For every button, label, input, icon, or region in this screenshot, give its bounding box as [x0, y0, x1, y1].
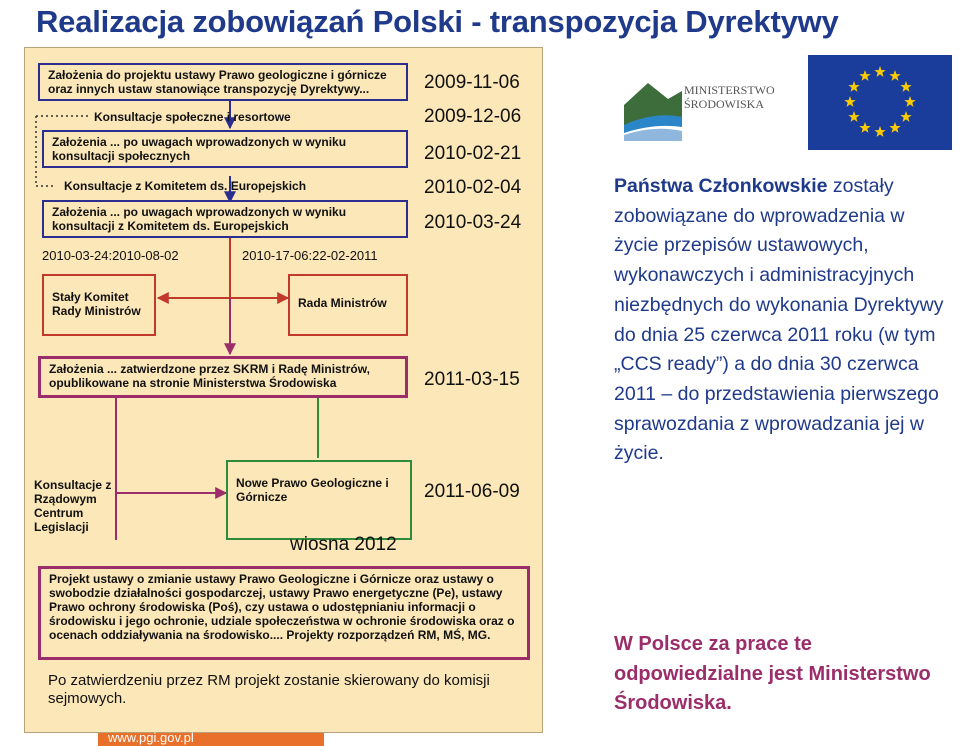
- box-approved-assumptions: Założenia ... zatwierdzone przez SKRM i Radę Ministrów, opublikowane na stronie Ministerstwa Środowiska: [38, 356, 408, 398]
- date-label: 2011-06-09: [424, 481, 520, 502]
- date-label: 2010-03-24: [424, 212, 522, 233]
- directive-obligation-text: [614, 172, 954, 469]
- box-european-committee: Konsultacje z Komitetem ds. Europejskich: [64, 179, 307, 193]
- obligation-body: zostały zobowiązane do wprowadzenia w życie przepisów ustawowych, wykonawczych i administracyjnych niezbędnych do wykonania Dyrektywy do dnia 25 czerwca 2011 roku (w tym „CCS ready”) a do dnia 30 czerwca 2011 – do przedstawienia pierwszego sprawozdania z wprowadzania jej w życie.: [614, 175, 944, 465]
- range-label-1: 2010-03-24:2010-08-02: [42, 248, 179, 263]
- footer-url[interactable]: www.pgi.gov.pl: [108, 730, 194, 745]
- responsibility-text: W Polsce za prace te odpowiedzialne jest Ministerstwo Środowiska.: [614, 633, 931, 714]
- box-social-consultations: Konsultacje społeczne i resortowe: [94, 110, 291, 124]
- spring-label: wiosna 2012: [290, 534, 397, 555]
- eu-star: [900, 81, 911, 92]
- box-legislation-centre: Konsultacje z Rządowym Centrum Legislacji: [34, 478, 112, 534]
- box-bill-project: Projekt ustawy o zmianie ustawy Prawo Geologiczne i Górnicze oraz ustawy o swobodzie działalności gospodarczej, ustawy Prawo energetyczne (Pe), ustawy Prawo ochrony środowiska (Poś), czy ustawa o udostępnianiu informacji o środowisku i jego ochronie, udziale społeczeństwa w ochronie środowiska oraz o ocenach oddziaływania na środowisko.... Projekty rozporządzeń RM, MŚ, MG.: [38, 566, 530, 660]
- eu-star: [904, 96, 915, 107]
- eu-star: [889, 70, 900, 81]
- date-label: 2011-03-15: [424, 369, 520, 390]
- eu-star: [874, 126, 885, 137]
- eu-star: [859, 70, 870, 81]
- box-assumptions-draft: Założenia do projektu ustawy Prawo geologiczne i górnicze oraz innych ustaw stanowiące transpozycję Dyrektywy...: [38, 63, 408, 101]
- eu-star: [874, 66, 885, 77]
- eu-stars: [808, 55, 952, 150]
- box-council-of-ministers: Rada Ministrów: [288, 274, 408, 336]
- date-label: 2010-02-21: [424, 143, 522, 164]
- eu-flag-icon: [808, 55, 952, 150]
- date-label: 2009-12-06: [424, 106, 522, 127]
- box-assumptions-after-committee: Założenia ... po uwagach wprowadzonych w wyniku konsultacji z Komitetem ds. Europejskich: [42, 200, 408, 238]
- box-new-geological-law: Nowe Prawo Geologiczne i Górnicze: [226, 460, 412, 540]
- date-label: 2009-11-06: [424, 72, 520, 93]
- eu-star: [900, 111, 911, 122]
- approval-note: Po zatwierdzeniu przez RM projekt zostanie skierowany do komisji sejmowych.: [48, 672, 490, 707]
- eu-star: [859, 122, 870, 133]
- box-assumptions-after-social: Założenia ... po uwagach wprowadzonych w wyniku konsultacji społecznych: [42, 130, 408, 168]
- page-title: Realizacja zobowiązań Polski - transpozycja Dyrektywy: [36, 4, 839, 39]
- box-standing-committee: Stały Komitet Rady Ministrów: [42, 274, 156, 336]
- eu-star: [844, 96, 855, 107]
- eu-star: [889, 122, 900, 133]
- ministry-name: MINISTERSTWO ŚRODOWISKA: [684, 83, 775, 111]
- eu-star: [848, 81, 859, 92]
- member-states-heading: Państwa Członkowskie: [614, 175, 828, 197]
- date-label: 2010-02-04: [424, 177, 522, 198]
- range-label-2: 2010-17-06:22-02-2011: [242, 248, 378, 263]
- ministry-logo: [598, 55, 808, 150]
- eu-star: [848, 111, 859, 122]
